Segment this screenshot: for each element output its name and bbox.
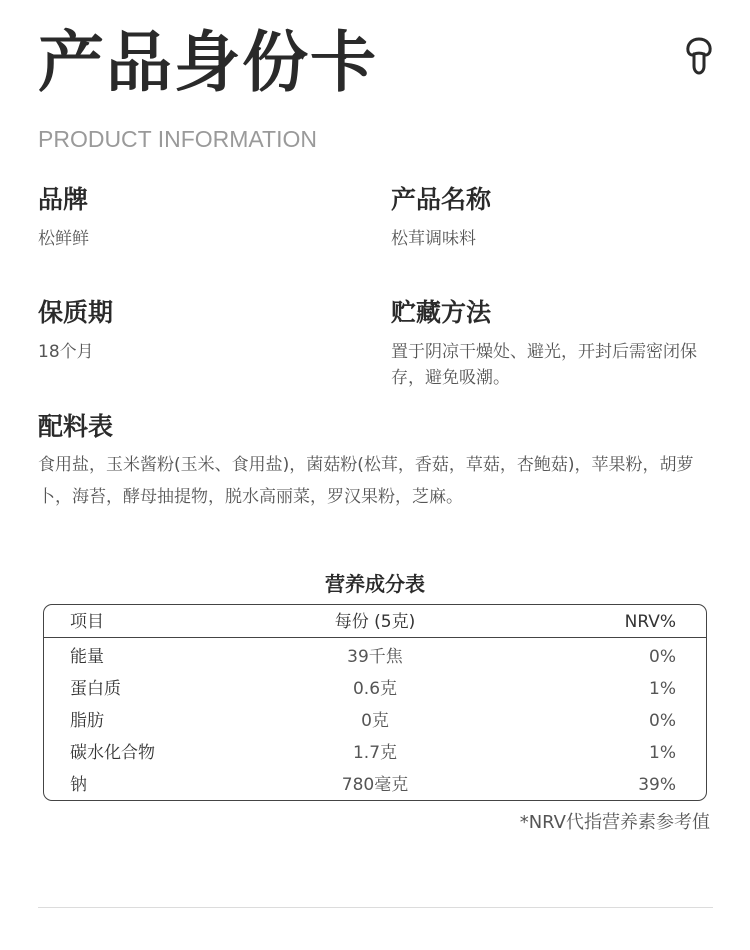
table-row [44,738,706,770]
ingredients-field [38,414,718,513]
product-name-label: 产品名称 [391,185,492,214]
table-row [44,770,706,802]
brand-field [38,187,89,252]
row-amount: 0.6克 [352,679,398,699]
nrv-footnote: *NRV代指营养素参考值 [519,812,710,833]
mushroom-logo-icon [684,36,714,76]
row-item: 蛋白质 [70,679,121,699]
ingredients-label: 配料表 [38,412,114,441]
product-name-field [391,187,491,252]
storage-label: 贮藏方法 [391,298,492,327]
nutrition-header-row [44,605,706,638]
table-row [44,674,706,706]
row-nrv: 1% [649,679,676,699]
bottom-divider [38,907,713,908]
header-per-serving: 每份 (5克) [334,612,416,632]
row-nrv: 0% [649,647,676,667]
row-item: 脂肪 [70,711,104,731]
nutrition-table [43,604,707,801]
row-item: 碳水化合物 [70,743,155,763]
row-amount: 780毫克 [341,775,409,795]
row-amount: 1.7克 [352,743,398,763]
product-name-value: 松茸调味料 [391,229,476,249]
row-item: 钠 [70,775,87,795]
shelf-life-value: 18个月 [38,342,94,362]
shelf-life-field [38,300,113,365]
storage-field [391,300,721,391]
row-item: 能量 [70,647,104,667]
row-nrv: 0% [649,711,676,731]
row-nrv: 1% [649,743,676,763]
brand-label: 品牌 [38,185,89,214]
header-nrv: NRV% [624,612,676,632]
nutrition-title: 营养成分表 [325,572,425,596]
row-nrv: 39% [638,775,676,795]
ingredients-value: 食用盐，玉米酱粉(玉米、食用盐)，菌菇粉(松茸，香菇，草菇，杏鲍菇)，苹果粉，胡萝卜，海苔，酵母抽提物，脱水高丽菜，罗汉果粉，芝麻。 [38,455,694,507]
brand-value: 松鲜鲜 [38,229,89,249]
page-subtitle: PRODUCT INFORMATION [38,126,317,152]
table-row [44,706,706,738]
storage-value: 置于阴凉干燥处、避光，开封后需密闭保存，避免吸潮。 [391,342,697,388]
shelf-life-label: 保质期 [38,298,114,327]
row-amount: 39千焦 [347,647,403,667]
page-title: 产品身份卡 [38,24,378,101]
row-amount: 0克 [361,711,389,731]
table-row [44,642,706,674]
header-item: 项目 [70,612,104,632]
